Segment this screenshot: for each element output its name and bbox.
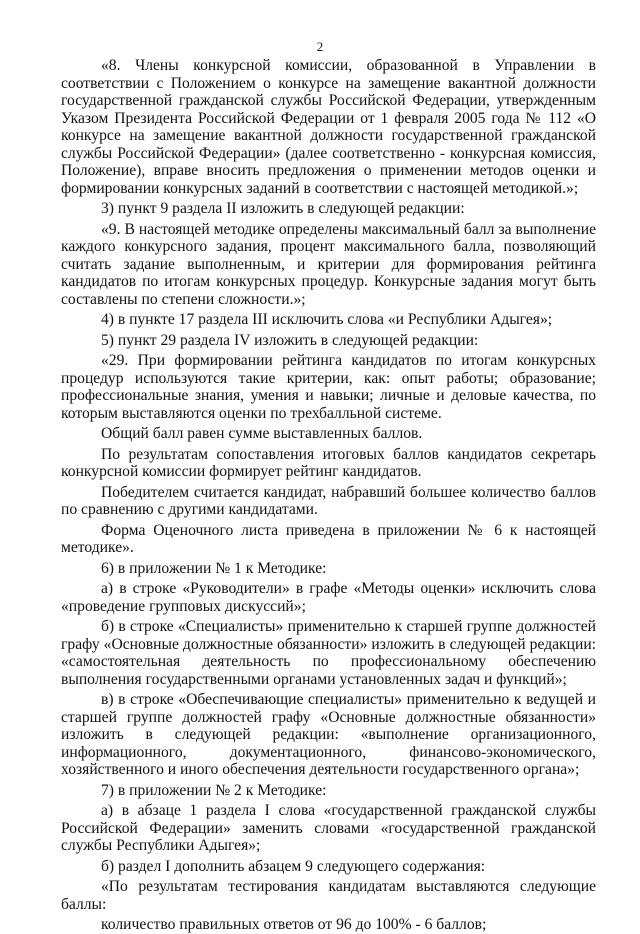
paragraph-item-7: 7) в приложении № 2 к Методике: <box>101 781 327 799</box>
paragraph-clause-29: «29. При формировании рейтинга кандидатов по итогам конкурсных процедур используются такие критерии, как: опыт работы; образование; профессиональные знания, умения и навыки; личные и деловые качества, по которым выставляются оценки по трехбалльной системе. <box>61 352 596 422</box>
paragraph-6v: в) в строке «Обеспечивающие специалисты» применительно к ведущей и старшей группе должностей графу «Основные должностные обязанности» изложить в следующей редакции: «выполнение организационного, информационного, документационного, финансово-экономического, хозяйственного и иного обеспечения деятельности государственного органа»; <box>61 691 596 778</box>
paragraph-score-6: количество правильных ответов от 96 до 100% - 6 баллов; <box>101 916 487 933</box>
paragraph-testing: «По результатам тестирования кандидатам выставляются следующие баллы: <box>61 878 596 913</box>
paragraph-7b: б) раздел I дополнить абзацем 9 следующего содержания: <box>101 857 486 875</box>
paragraph-winner: Победителем считается кандидат, набравший большее количество баллов по сравнению с другими кандидатами. <box>61 483 596 518</box>
paragraph-rating: По результатам сопоставления итоговых баллов кандидатов секретарь конкурсной комиссии формирует рейтинг кандидатов. <box>61 445 596 480</box>
paragraph-clause-9: «9. В настоящей методике определены максимальный балл за выполнение каждого конкурсного задания, процент максимального балла, позволяющий считать задание выполненным, и критерии для формирования рейтинга кандидатов по итогам конкурсных процедур. Конкурсные задания могут быть составлены по степени сложности.»; <box>61 220 596 308</box>
page-number: 2 <box>316 39 324 54</box>
paragraph-form: Форма Оценочного листа приведена в приложении № 6 к настоящей методике». <box>61 521 596 556</box>
document-body <box>61 57 596 934</box>
paragraph-item-4: 4) в пункте 17 раздела III исключить слова «и Республики Адыгея»; <box>101 311 553 328</box>
paragraph-clause-8: «8. Члены конкурсной комиссии, образованной в Управлении в соответствии с Положением о конкурсе на замещение вакантной должности государственной гражданской службы Российской Федерации, утвержденным Указом Президента Российской Федерации от 1 февраля 2005 года № 112 «О конкурсе на замещение вакантной должности государственной гражданской службы Российской Федерации» (далее соответственно - конкурсная комиссия, Положение), вправе вносить предложения о применении методов оценки и формировании конкурсных заданий в соответствии с настоящей методикой.»; <box>61 57 596 197</box>
paragraph-6a: а) в строке «Руководители» в графе «Методы оценки» исключить слова «проведение групповых дискуссий»; <box>61 580 596 615</box>
paragraph-item-6: 6) в приложении № 1 к Методике: <box>101 559 327 577</box>
paragraph-item-3: 3) пункт 9 раздела II изложить в следующей редакции: <box>101 200 465 217</box>
paragraph-item-5: 5) пункт 29 раздела IV изложить в следующей редакции: <box>101 331 479 349</box>
paragraph-6b: б) в строке «Специалисты» применительно к старшей группе должностей графу «Основные должностные обязанности» изложить в следующей редакции: «самостоятельная деятельность по профессиональному обеспечению выполнения государственными органами установленных задач и функций»; <box>61 618 596 688</box>
paragraph-total-score: Общий балл равен сумме выставленных баллов. <box>101 425 423 442</box>
paragraph-7a: а) в абзаце 1 раздела I слова «государственной гражданской службы Российской Федерации» заменить словами «государственной гражданской службы Республики Адыгея»; <box>61 802 596 854</box>
